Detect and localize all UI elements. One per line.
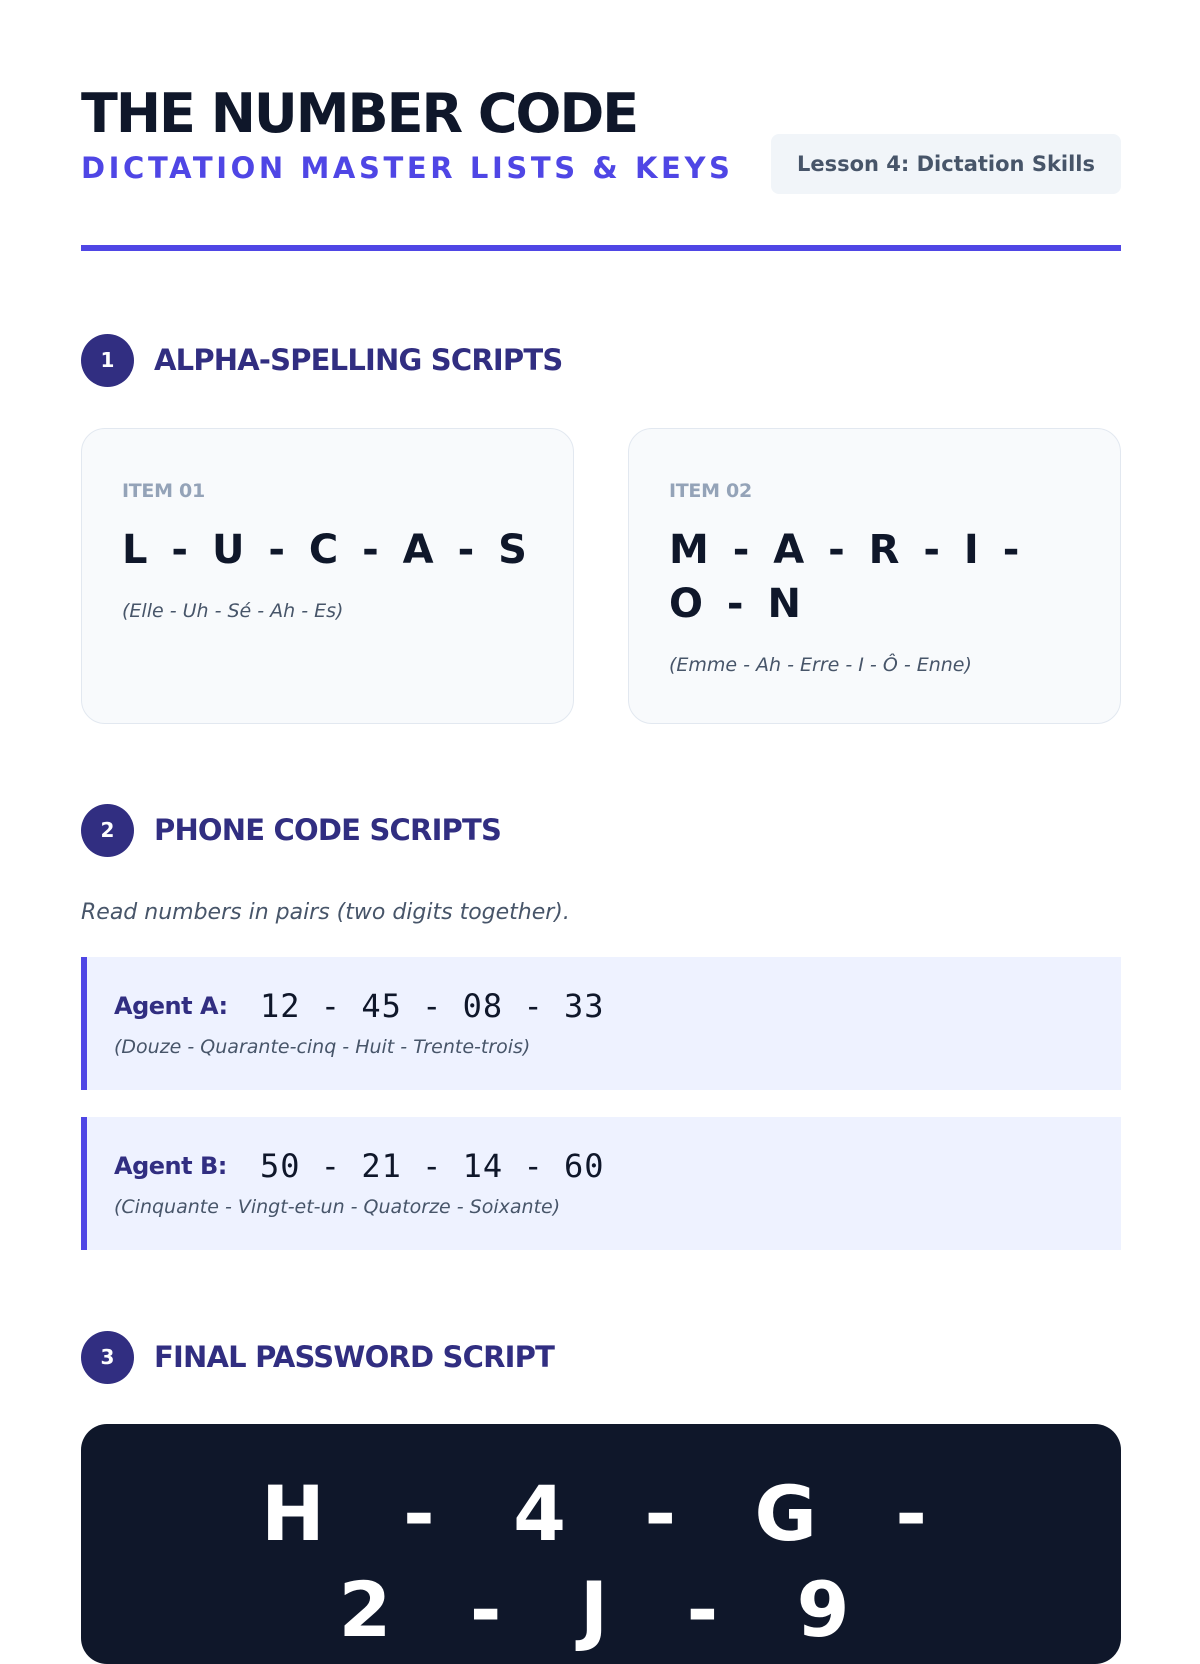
section-number-badge: 1: [81, 334, 134, 387]
lesson-badge: Lesson 4: Dictation Skills: [771, 134, 1121, 194]
item-phonetic: (Elle - Uh - Sé - Ah - Es): [122, 600, 344, 622]
agent-numbers: 50 - 21 - 14 - 60: [260, 1147, 605, 1185]
agent-line: [114, 983, 605, 1029]
agent-numbers: 12 - 45 - 08 - 33: [260, 987, 605, 1025]
agent-line: [114, 1143, 605, 1189]
section-alpha-spelling: [81, 334, 1121, 388]
item-spelling: M - A - R - I - O - N: [669, 527, 1025, 627]
agent-phonetic: (Cinquante - Vingt-et-un - Quatorze - Soixante): [114, 1196, 561, 1218]
page-header: [81, 82, 1121, 198]
header-divider: [81, 245, 1121, 251]
section-final-password: [81, 1331, 1121, 1385]
agent-phonetic: (Douze - Quarante-cinq - Huit - Trente-trois): [114, 1036, 531, 1058]
section-number-badge: 3: [81, 1331, 134, 1384]
password-script: H - 4 - G - 2 - J - 9: [261, 1469, 941, 1654]
agent-label: Agent A:: [114, 992, 228, 1020]
section-title: PHONE CODE SCRIPTS: [154, 813, 502, 847]
item-label: ITEM 01: [122, 480, 205, 502]
page-subtitle: DICTATION MASTER LISTS & KEYS: [81, 151, 734, 185]
phone-instructions: Read numbers in pairs (two digits together).: [81, 900, 570, 925]
section-number-badge: 2: [81, 804, 134, 857]
agent-script-box: [81, 1117, 1121, 1250]
page-title: THE NUMBER CODE: [81, 82, 638, 145]
item-label: ITEM 02: [669, 480, 752, 502]
section-title: ALPHA-SPELLING SCRIPTS: [154, 343, 563, 377]
item-spelling: L - U - C - A - S: [122, 527, 532, 573]
section-phone-code: [81, 804, 1121, 858]
password-panel: [81, 1424, 1121, 1664]
worksheet-page: [81, 0, 1121, 1654]
item-phonetic: (Emme - Ah - Erre - I - Ô - Enne): [669, 654, 972, 676]
section-title: FINAL PASSWORD SCRIPT: [154, 1340, 555, 1374]
alpha-item-card: [628, 428, 1121, 724]
agent-label: Agent B:: [114, 1152, 227, 1180]
alpha-item-card: [81, 428, 574, 724]
agent-script-box: [81, 957, 1121, 1090]
